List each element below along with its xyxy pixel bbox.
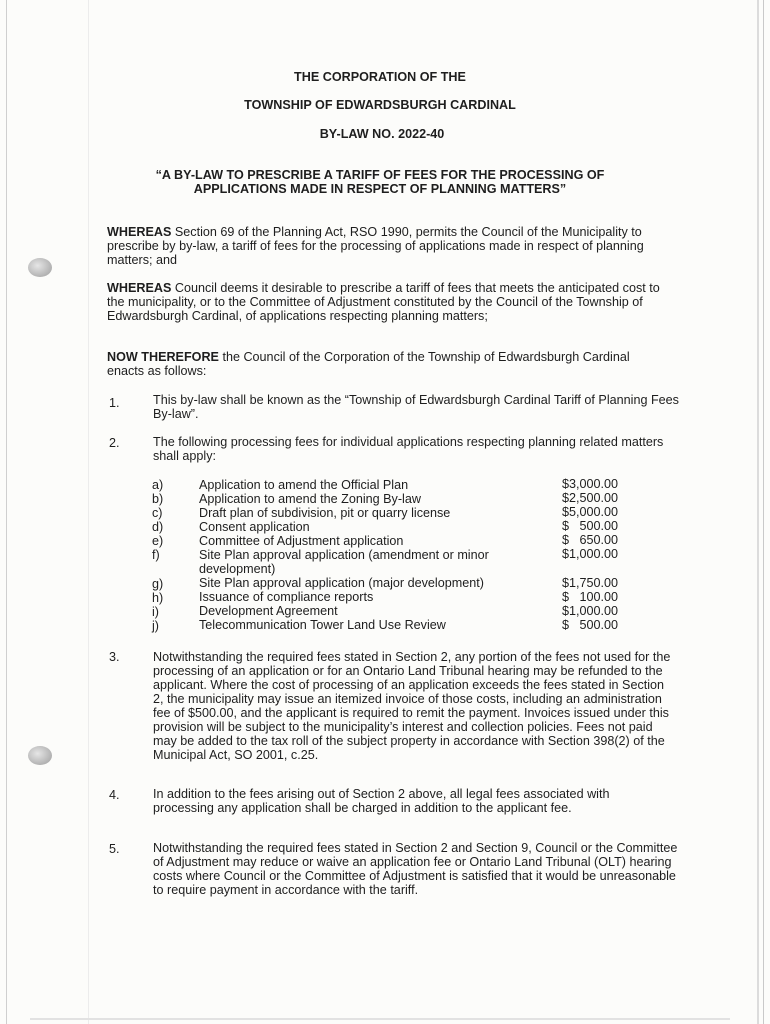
- fee-amount: $ 100.00: [562, 590, 619, 604]
- fee-description: Development Agreement: [199, 604, 338, 618]
- fee-letter: f): [152, 548, 160, 562]
- scan-edge-right: [757, 0, 759, 1024]
- section-3-number: 3.: [109, 650, 120, 664]
- header-corporation: THE CORPORATION OF THE: [294, 70, 466, 84]
- fee-amount: $3,000.00: [562, 477, 619, 491]
- fee-amount: $1,750.00: [562, 576, 619, 590]
- fee-description: Draft plan of subdivision, pit or quarry license: [199, 506, 451, 520]
- whereas-lead: WHEREAS: [107, 281, 172, 295]
- fee-amount: $ 500.00: [562, 519, 619, 533]
- scan-edge-bottom: [30, 1018, 730, 1020]
- bylaw-title-line1: “A BY-LAW TO PRESCRIBE A TARIFF OF FEES FOR THE PROCESSING OF: [155, 168, 605, 182]
- fee-letter: c): [152, 506, 163, 520]
- fee-description: Application to amend the Zoning By-law: [199, 492, 421, 506]
- section-1-number: 1.: [109, 396, 120, 410]
- fee-letter: a): [152, 478, 164, 492]
- fee-letter: g): [152, 577, 164, 591]
- fee-letter: i): [152, 605, 159, 619]
- whereas-paragraph-1: [107, 225, 667, 267]
- whereas-text: Section 69 of the Planning Act, RSO 1990, permits the Council of the Municipality to prescribe by by-law, a tariff of fees for the processing of applications made in respect of planning matters; and: [107, 225, 644, 267]
- section-4-text: In addition to the fees arising out of Section 2 above, all legal fees associated with processing any application shall be charged in addition to the applicant fee.: [153, 787, 610, 815]
- header-bylaw-number: BY-LAW NO. 2022-40: [319, 127, 445, 141]
- fee-description: Telecommunication Tower Land Use Review: [199, 618, 446, 632]
- fee-letter: j): [152, 619, 159, 633]
- section-2-number: 2.: [109, 436, 120, 450]
- now-therefore-paragraph: [107, 350, 667, 378]
- section-5-text: Notwithstanding the required fees stated in Section 2 and Section 9, Council or the Committee of Adjustment may reduce or waive an application fee or Ontario Land Tribunal (OLT) hearing costs where Council or the Committee of Adjustment is satisfied that it would be unreasonable to require payment in accordance with the tariff.: [153, 841, 678, 897]
- fee-description: Site Plan approval application (major development): [199, 576, 484, 590]
- now-therefore-text: the Council of the Corporation of the Township of Edwardsburgh Cardinal enacts as follows:: [107, 350, 630, 378]
- section-2-text: The following processing fees for individual applications respecting planning related matters shall apply:: [153, 435, 664, 463]
- scan-edge-right-outer: [763, 0, 764, 1024]
- punch-hole-bottom: [28, 746, 52, 765]
- fee-amount: $2,500.00: [562, 491, 619, 505]
- fee-amount: $ 500.00: [562, 618, 619, 632]
- fee-letter: e): [152, 534, 164, 548]
- header-township: TOWNSHIP OF EDWARDSBURGH CARDINAL: [244, 98, 516, 112]
- whereas-text: Council deems it desirable to prescribe a tariff of fees that meets the anticipated cost to the municipality, or to the Committee of Adjustment constituted by the Council of the Township of Edwardsburgh Cardinal, of applications respecting planning matters;: [107, 281, 660, 323]
- fee-description: Issuance of compliance reports: [199, 590, 374, 604]
- fee-letter: b): [152, 492, 164, 506]
- section-1-text: This by-law shall be known as the “Township of Edwardsburgh Cardinal Tariff of Planning Fees By-law”.: [153, 393, 679, 421]
- punch-hole-top: [28, 258, 52, 277]
- fee-letter: h): [152, 591, 164, 605]
- fee-description: Committee of Adjustment application: [199, 534, 404, 548]
- whereas-lead: WHEREAS: [107, 225, 172, 239]
- scan-edge-left: [6, 0, 7, 1024]
- fee-amount: $1,000.00: [562, 547, 619, 561]
- section-4-number: 4.: [109, 788, 120, 802]
- bylaw-title-line2: APPLICATIONS MADE IN RESPECT OF PLANNING MATTERS”: [193, 182, 567, 196]
- fee-description: Consent application: [199, 520, 310, 534]
- fee-description: Application to amend the Official Plan: [199, 478, 409, 492]
- fee-amount: $1,000.00: [562, 604, 619, 618]
- section-3-text: Notwithstanding the required fees stated in Section 2, any portion of the fees not used for the processing of an application or for an Ontario Land Tribunal hearing may be refunded to the applicant. Where the cost of processing of an application exceeds the fees stated in Section 2, the municipality may issue an itemized invoice of those costs, including an administration fee of $500.00, and the applicant is required to remit the payment. Invoices issued under this provision will be subject to the municipality’s interest and collection policies. Fees not paid may be added to the tax roll of the subject property in accordance with Section 398(2) of the Municipal Act, SO 2001, c.25.: [153, 650, 671, 762]
- fee-letter: d): [152, 520, 164, 534]
- scan-edge-inner: [88, 0, 89, 1024]
- whereas-paragraph-2: [107, 281, 667, 323]
- now-therefore-lead: NOW THEREFORE: [107, 350, 219, 364]
- section-5-number: 5.: [109, 842, 120, 856]
- fee-amount: $ 650.00: [562, 533, 619, 547]
- fee-amount: $5,000.00: [562, 505, 619, 519]
- fee-description: Site Plan approval application (amendment or minor development): [199, 548, 489, 576]
